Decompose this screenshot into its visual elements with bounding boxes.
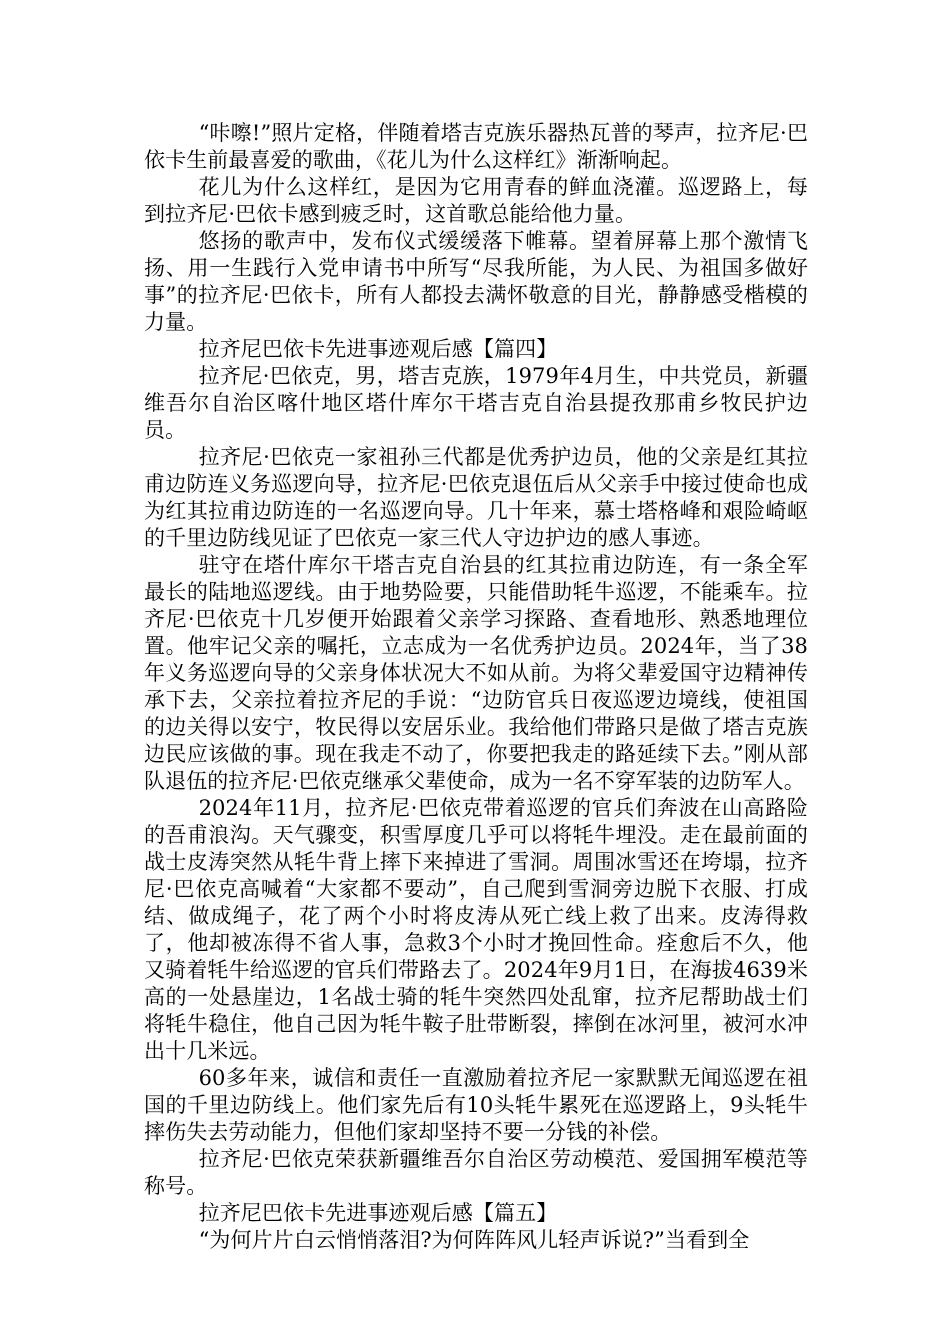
paragraph-profile: 拉齐尼·巴依克，男，塔吉克族，1979年4月生，中共党员，新疆维吾尔自治区喀什地区塔什库尔干塔吉克自治县提孜那甫乡牧民护边员。 bbox=[144, 364, 808, 442]
paragraph-flower-song: 花儿为什么这样红，是因为它用青春的鲜血浇灌。巡逻路上，每到拉齐尼·巴依卡感到疲乏时，这首歌总能给他力量。 bbox=[144, 175, 808, 226]
paragraph-honors: 拉齐尼·巴依克荣获新疆维吾尔自治区劳动模范、爱国拥军模范等称号。 bbox=[144, 1147, 808, 1198]
paragraph-sixty-years: 60多年来，诚信和责任一直激励着拉齐尼一家默默无闻巡逻在祖国的千里边防线上。他们家先后有10头牦牛累死在巡逻路上，9头牦牛摔伤失去劳动能力，但他们家却坚持不要一分钱的补偿。 bbox=[144, 1066, 808, 1144]
paragraph-photo-song: “咔嚓!”照片定格，伴随着塔吉克族乐器热瓦普的琴声，拉齐尼·巴依卡生前最喜爱的歌曲，《花儿为什么这样红》渐渐响起。 bbox=[144, 121, 808, 172]
document-body bbox=[144, 120, 808, 1254]
paragraph-patrol-line: 驻守在塔什库尔干塔吉克自治县的红其拉甫边防连，有一条全军最长的陆地巡逻线。由于地势险要，只能借助牦牛巡逻，不能乘车。拉齐尼·巴依克十几岁便开始跟着父亲学习探路、查看地形、熟悉地理位置。他牢记父亲的嘱托，立志成为一名优秀护边员。2024年，当了38年义务巡逻向导的父亲身体状况大不如从前。为将父辈爱国守边精神传承下去，父亲拉着拉齐尼的手说：“边防官兵日夜巡逻边境线，使祖国的边关得以安宁，牧民得以安居乐业。我给他们带路只是做了塔吉克族边民应该做的事。现在我走不动了，你要把我走的路延续下去。”刚从部队退伍的拉齐尼·巴依克继承父辈使命，成为一名不穿军装的边防军人。 bbox=[144, 553, 808, 793]
paragraph-ceremony: 悠扬的歌声中，发布仪式缓缓落下帷幕。望着屏幕上那个激情飞扬、用一生践行入党申请书中所写“尽我所能，为人民、为祖国多做好事”的拉齐尼·巴依卡，所有人都投去满怀敬意的目光，静静感受楷模的力量。 bbox=[144, 229, 808, 334]
paragraph-clouds-wind: “为何片片白云悄悄落泪?为何阵阵风儿轻声诉说?”当看到全 bbox=[198, 1228, 750, 1252]
section-heading-part-five: 拉齐尼巴依卡先进事迹观后感【篇五】 bbox=[198, 1201, 558, 1225]
paragraph-family-guards: 拉齐尼·巴依克一家祖孙三代都是优秀护边员，他的父亲是红其拉甫边防连义务巡逻向导，拉齐尼·巴依克退伍后从父亲手中接过使命也成为红其拉甫边防连的一名巡逻向导。几十年来，慕士塔格峰和艰险崎岖的千里边防线见证了巴依克一家三代人守边护边的感人事迹。 bbox=[144, 445, 808, 550]
paragraph-rescue: 2024年11月，拉齐尼·巴依克带着巡逻的官兵们奔波在山高路险的吾甫浪沟。天气骤变，积雪厚度几乎可以将牦牛埋没。走在最前面的战士皮涛突然从牦牛背上摔下来掉进了雪洞。周围冰雪还在垮塌，拉齐尼·巴依克高喊着“大家都不要动”，自己爬到雪洞旁边脱下衣服、打成结、做成绳子，花了两个小时将皮涛从死亡线上救了出来。皮涛得救了，他却被冻得不省人事，急救3个小时才挽回性命。痊愈后不久，他又骑着牦牛给巡逻的官兵们带路去了。2024年9月1日，在海拔4639米高的一处悬崖边，1名战士骑的牦牛突然四处乱窜，拉齐尼帮助战士们将牦牛稳住，他自己因为牦牛鞍子肚带断裂，摔倒在冰河里，被河水冲出十几米远。 bbox=[144, 796, 808, 1063]
section-heading-part-four: 拉齐尼巴依卡先进事迹观后感【篇四】 bbox=[198, 337, 558, 361]
